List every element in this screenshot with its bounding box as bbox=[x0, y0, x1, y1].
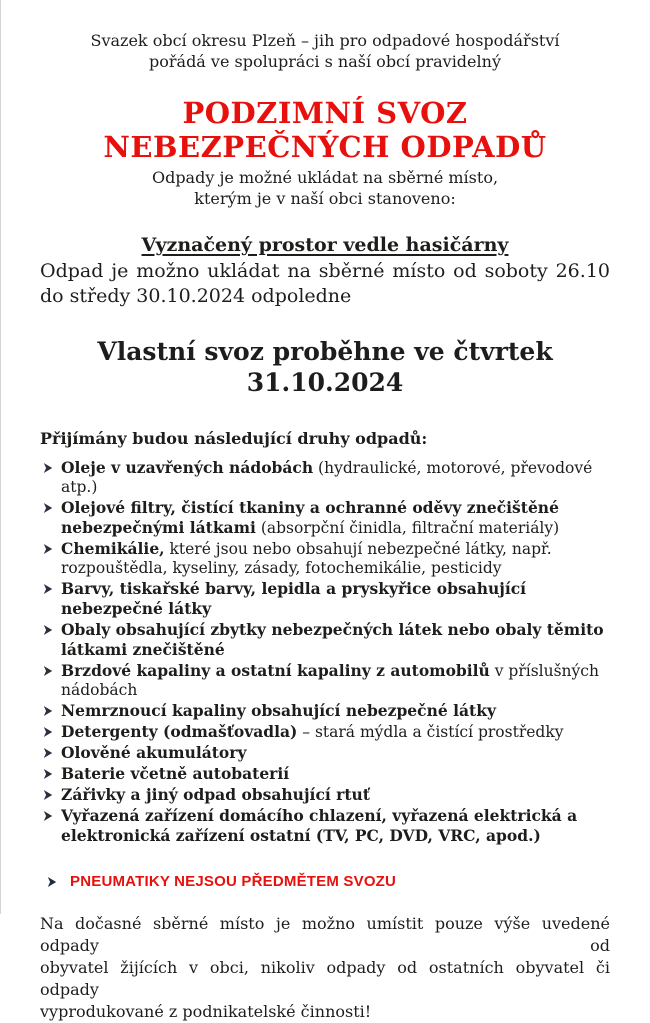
list-item bbox=[40, 743, 610, 763]
arrowhead-bullet-icon bbox=[40, 498, 61, 538]
list-item bbox=[40, 806, 610, 846]
title-line-1: PODZIMNÍ SVOZ bbox=[182, 96, 468, 130]
subtitle-line-1: Odpady je možné ukládat na sběrné místo, bbox=[151, 168, 499, 187]
arrowhead-bullet-icon bbox=[40, 743, 61, 763]
list-item bbox=[40, 722, 610, 742]
list-item-text: Oleje v uzavřených nádobách (hydraulické, motorové, převodové atp.) bbox=[61, 458, 593, 496]
arrowhead-bullet-icon bbox=[40, 701, 61, 721]
arrowhead-bullet-icon bbox=[40, 806, 61, 846]
list-item bbox=[40, 661, 610, 700]
list-item-text: Brzdové kapaliny a ostatní kapaliny z automobilů v příslušných nádobách bbox=[61, 661, 599, 699]
subtitle-line-2: kterým je v naší obci stanoveno: bbox=[194, 189, 456, 208]
tyres-warning-text: PNEUMATIKY NEJSOU PŘEDMĚTEM SVOZU bbox=[70, 873, 397, 890]
list-item-text: Chemikálie, které jsou nebo obsahují nebezpečné látky, např. rozpouštědla, kyseliny, zásady, fotochemikálie, pesticidy bbox=[61, 539, 552, 577]
arrowhead-bullet-icon bbox=[40, 539, 61, 578]
arrowhead-bullet-icon bbox=[40, 722, 61, 742]
list-item bbox=[40, 764, 610, 784]
subtitle bbox=[40, 167, 610, 209]
list-item-text: Vyřazená zařízení domácího chlazení, vyřazená elektrická a elektronická zařízení ostatní (TV, PC, DVD, VRC, apod.) bbox=[61, 806, 578, 845]
list-item bbox=[40, 701, 610, 721]
footer-line-2: obyvatel žijících v obci, nikoliv odpady od ostatních obyvatel či odpady bbox=[40, 958, 610, 999]
list-item bbox=[40, 458, 610, 497]
organizer-line-2: pořádá ve spolupráci s naší obcí pravidelný bbox=[149, 52, 501, 71]
dropoff-paragraph bbox=[40, 259, 610, 309]
organizer-header bbox=[40, 30, 610, 72]
list-item-text: Detergenty (odmašťovadla) – stará mýdla a čistící prostředky bbox=[61, 722, 564, 741]
list-item-text: Barvy, tiskařské barvy, lepidla a pryskyřice obsahující nebezpečné látky bbox=[61, 579, 527, 618]
list-item-text: Olejové filtry, čistící tkaniny a ochranné oděvy znečištěné nebezpečnými látkami (absorpční činidla, filtrační materiály) bbox=[61, 498, 560, 537]
arrowhead-bullet-icon bbox=[40, 661, 61, 700]
title-line-2: NEBEZPEČNÝCH ODPADŮ bbox=[103, 130, 547, 164]
page-title bbox=[40, 96, 610, 164]
list-item bbox=[40, 498, 610, 538]
footer-paragraph bbox=[40, 913, 610, 1023]
flyer-content bbox=[1, 0, 650, 1023]
list-item-text: Baterie včetně autobaterií bbox=[61, 764, 290, 783]
arrowhead-bullet-icon bbox=[40, 458, 61, 497]
list-item-text: Obaly obsahující zbytky nebezpečných látek nebo obaly těmito látkami znečištěné bbox=[61, 620, 604, 659]
footer-line-1: Na dočasné sběrné místo je možno umístit pouze výše uvedené odpady od bbox=[40, 914, 610, 955]
tyres-warning bbox=[40, 872, 610, 891]
list-item bbox=[40, 579, 610, 619]
list-item bbox=[40, 620, 610, 660]
footer-line-3: vyprodukované z podnikatelské činnosti! bbox=[40, 1002, 372, 1021]
arrowhead-bullet-icon bbox=[47, 872, 70, 891]
list-item-text: Nemrznoucí kapaliny obsahující nebezpečné látky bbox=[61, 701, 496, 720]
list-item-text: Zářivky a jiný odpad obsahující rtuť bbox=[61, 785, 370, 804]
arrowhead-bullet-icon bbox=[40, 764, 61, 784]
arrowhead-bullet-icon bbox=[40, 579, 61, 619]
list-item-text: Olověné akumulátory bbox=[61, 743, 247, 762]
arrowhead-bullet-icon bbox=[40, 785, 61, 805]
waste-list-intro: Přijímány budou následující druhy odpadů: bbox=[40, 429, 428, 448]
waste-list bbox=[40, 458, 610, 846]
dropoff-line-1: Odpad je možno ukládat na sběrné místo od soboty 26.10 bbox=[40, 260, 610, 282]
list-item bbox=[40, 785, 610, 805]
collection-date-heading: Vlastní svoz proběhne ve čtvrtek 31.10.2024 bbox=[97, 337, 553, 397]
collection-location-heading: Vyznačený prostor vedle hasičárny bbox=[141, 234, 509, 256]
list-item bbox=[40, 539, 610, 578]
dropoff-line-2: do středy 30.10.2024 odpoledne bbox=[40, 285, 352, 307]
arrowhead-bullet-icon bbox=[40, 620, 61, 660]
organizer-line-1: Svazek obcí okresu Plzeň – jih pro odpadové hospodářství bbox=[90, 31, 560, 50]
